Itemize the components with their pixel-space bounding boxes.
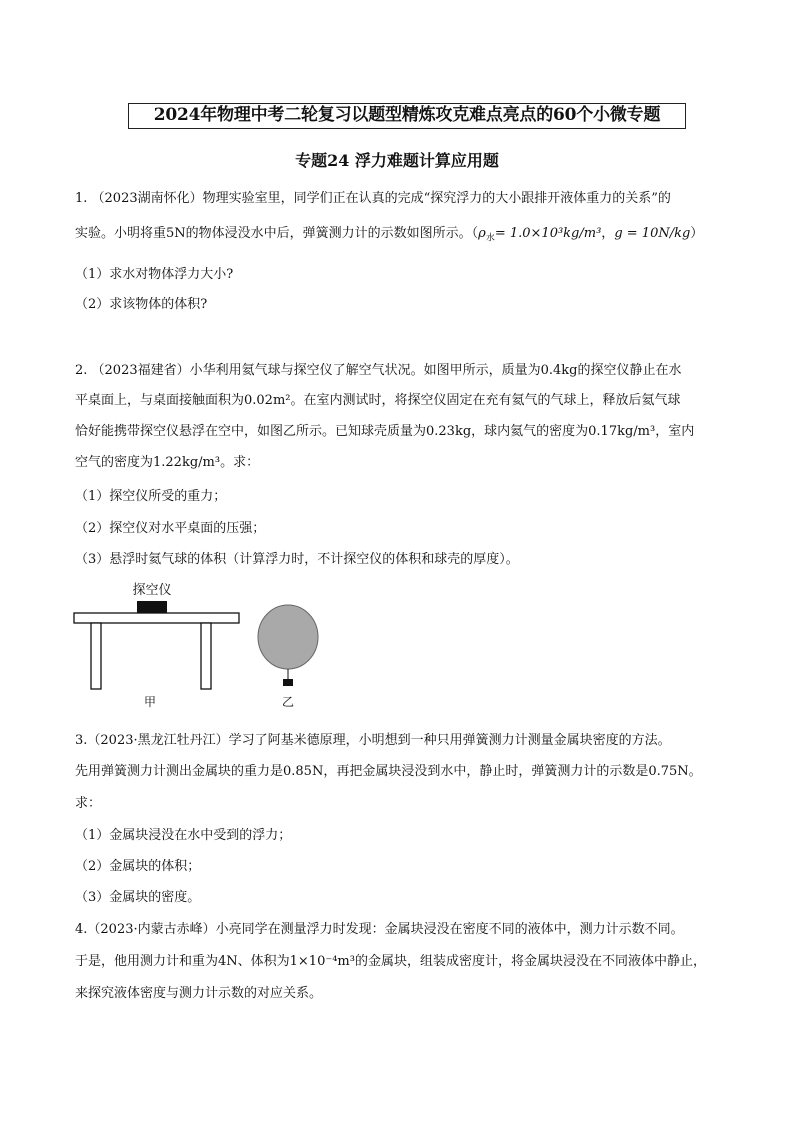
table-leg-left: [91, 623, 101, 689]
q3-line2: 先用弹簧测力计测出金属块的重力是0.85N，再把金属块浸没到水中，静止时，弹簧测力计的示数是0.75N。: [75, 764, 702, 779]
formula-separator: ，: [601, 226, 615, 241]
q2-subquestion-3: （3）悬浮时氦气球的体积（计算浮力时，不计探空仪的体积和球壳的厚度）。: [75, 552, 519, 567]
table-illustration: [74, 582, 239, 709]
q3-subquestion-3: （3）金属块的密度。: [75, 890, 201, 905]
q3-subquestion-2: （2）金属块的体积；: [75, 859, 201, 874]
q4-line2: 于是，他用测力计和重为4N、体积为1×10⁻⁴m³的金属块，组装成密度计，将金属块浸没在不同液体中静止，: [75, 954, 706, 969]
q4-line1: 4.（2023·内蒙古赤峰）小亮同学在测量浮力时发现：金属块浸没在密度不同的液体中，测力计示数不同。: [75, 922, 684, 937]
q2-subquestion-1: （1）探空仪所受的重力；: [75, 489, 227, 504]
q3-subquestion-1: （1）金属块浸没在水中受到的浮力；: [75, 828, 292, 843]
table-leg-right: [201, 623, 211, 689]
topic-title: 专题24 浮力难题计算应用题: [295, 151, 499, 170]
gravity-formula: g = 10N/kg: [614, 226, 691, 241]
q3-line3: 求：: [75, 796, 102, 811]
q1-line2-close: ）: [690, 226, 704, 241]
q1-subquestion-2: （2）求该物体的体积?: [75, 297, 208, 312]
helium-balloon: [258, 605, 318, 669]
q4-line3: 来探究液体密度与测力计示数的对应关系。: [75, 986, 323, 1001]
q3-line1: 3.（2023·黑龙江牡丹江）学习了阿基米德原理，小明想到一种只用弹簧测力计测量金属块密度的方法。: [75, 733, 671, 748]
q1-line2: [75, 222, 703, 244]
water-density-formula: = 1.0×10³kg/m³: [494, 226, 602, 241]
balloon-probe: [283, 679, 293, 686]
table-top: [74, 613, 239, 623]
series-title: 2024年物理中考二轮复习以题型精炼攻克难点亮点的60个小微专题: [128, 103, 686, 129]
q2-subquestion-2: （2）探空仪对水平桌面的压强；: [75, 521, 266, 536]
probe-device: [137, 601, 167, 613]
rho-subscript: 水: [485, 233, 495, 244]
q2-figure: [0, 575, 794, 715]
balloon-illustration: [258, 605, 318, 709]
figure-label-b: 乙: [281, 695, 295, 709]
q2-line1: 2. （2023福建省）小华利用氦气球与探空仪了解空气状况。如图甲所示，质量为0.4kg的探空仪静止在水: [75, 363, 682, 378]
q2-line2: 平桌面上，与桌面接触面积为0.02m²。在室内测试时，将探空仪固定在充有氦气的气球上，释放后氦气球: [75, 393, 681, 408]
rho-symbol: ρ: [478, 226, 486, 241]
q2-line4: 空气的密度为1.22kg/m³。求：: [75, 455, 260, 470]
q2-line3: 恰好能携带探空仪悬浮在空中，如图乙所示。已知球壳质量为0.23kg，球内氦气的密度为0.17kg/m³，室内: [75, 424, 695, 439]
figure-label-a: 甲: [143, 695, 157, 709]
q1-line1: 1. （2023湖南怀化）物理实验室里，同学们正在认真的完成“探究浮力的大小跟排开液体重力的关系”的: [75, 191, 671, 206]
probe-label: 探空仪: [132, 583, 172, 598]
q1-line2-text: 实验。小明将重5N的物体浸没水中后，弹簧测力计的示数如图所示。（: [75, 226, 479, 241]
q1-subquestion-1: （1）求水对物体浮力大小?: [75, 267, 234, 282]
